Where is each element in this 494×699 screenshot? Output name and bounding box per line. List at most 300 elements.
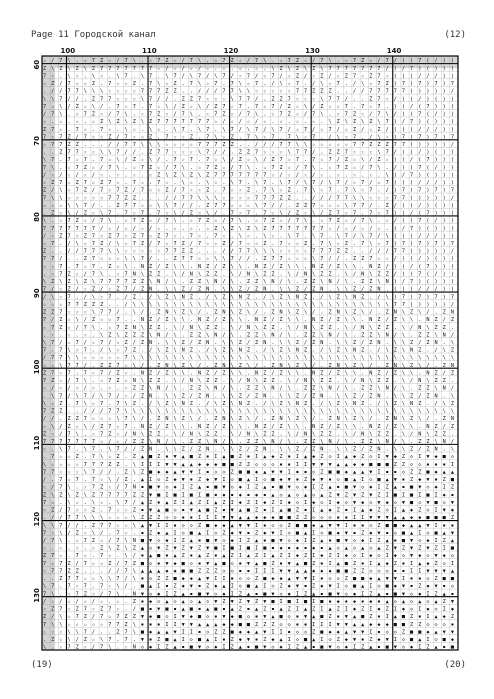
svg-text:☆: ☆: [100, 477, 103, 483]
svg-text:/: /: [231, 165, 234, 171]
svg-text:▪: ▪: [353, 523, 356, 529]
svg-text:Z: Z: [337, 150, 340, 156]
svg-text:\: \: [116, 73, 119, 79]
svg-text:Z: Z: [255, 439, 258, 445]
svg-text:\: \: [165, 393, 168, 399]
svg-text:): ): [435, 211, 438, 217]
svg-text:Z: Z: [451, 515, 454, 521]
svg-text:\: \: [247, 363, 250, 369]
svg-text:☆: ☆: [149, 218, 152, 224]
svg-text:▲: ▲: [255, 538, 259, 544]
svg-text:7: 7: [100, 584, 103, 590]
svg-text:I: I: [182, 500, 185, 506]
svg-text:▪: ▪: [271, 607, 274, 613]
svg-text:☆: ☆: [386, 218, 389, 224]
svg-text:): ): [435, 119, 438, 125]
svg-text:N: N: [206, 393, 209, 399]
svg-text:▼: ▼: [353, 629, 357, 635]
svg-text:▲: ▲: [353, 622, 357, 628]
svg-text:.: .: [239, 439, 242, 445]
svg-text:Z: Z: [51, 310, 54, 316]
svg-text:Z: Z: [190, 279, 193, 285]
svg-text:▼: ▼: [214, 477, 218, 483]
svg-text:7: 7: [451, 241, 454, 247]
svg-text:Z: Z: [435, 317, 438, 323]
svg-text:\: \: [328, 294, 331, 300]
svg-text:Z: Z: [125, 469, 128, 475]
svg-text:7: 7: [51, 469, 54, 475]
svg-text:\: \: [173, 439, 176, 445]
svg-text:☆: ☆: [320, 172, 323, 178]
svg-text:Z: Z: [271, 622, 274, 628]
svg-text:☆: ☆: [239, 203, 242, 209]
svg-text:▲: ▲: [198, 508, 202, 514]
svg-text:7: 7: [369, 211, 372, 217]
svg-text:◆: ◆: [157, 469, 161, 475]
svg-text:7: 7: [133, 142, 136, 148]
svg-text:/: /: [116, 58, 119, 64]
svg-text:.: .: [173, 180, 176, 186]
svg-text:☆: ☆: [304, 249, 307, 255]
svg-text:\: \: [328, 58, 331, 64]
svg-text:7: 7: [92, 58, 95, 64]
svg-text:7: 7: [435, 134, 438, 140]
svg-text:Z: Z: [149, 431, 152, 437]
svg-text:◇: ◇: [296, 485, 300, 491]
svg-text:▼: ▼: [402, 584, 406, 590]
svg-text:◆: ◆: [328, 629, 332, 635]
svg-text:/: /: [141, 310, 144, 316]
svg-text:\: \: [410, 317, 413, 323]
svg-text:Z: Z: [222, 241, 225, 247]
svg-text:☆: ☆: [116, 523, 119, 529]
svg-text:▲: ▲: [353, 469, 357, 475]
svg-text:■: ■: [271, 477, 275, 483]
svg-text:\: \: [116, 591, 119, 597]
svg-text:☆: ☆: [328, 203, 331, 209]
svg-text:7: 7: [67, 363, 70, 369]
svg-text:/: /: [125, 302, 128, 308]
svg-text:Z: Z: [255, 530, 258, 536]
svg-text:Z: Z: [320, 469, 323, 475]
svg-text:7: 7: [206, 165, 209, 171]
svg-text:◆: ◆: [337, 599, 341, 605]
svg-text:.: .: [271, 287, 274, 293]
svg-text:◆: ◆: [402, 523, 406, 529]
svg-text:☆: ☆: [43, 241, 46, 247]
svg-text:▼: ▼: [426, 500, 430, 506]
svg-text:): ): [394, 66, 397, 72]
svg-text:☆: ☆: [312, 73, 315, 79]
svg-text:☆: ☆: [239, 73, 242, 79]
svg-text:▲: ▲: [149, 584, 153, 590]
svg-text:☆: ☆: [51, 332, 54, 338]
svg-text:Z: Z: [386, 485, 389, 491]
svg-text:Z: Z: [92, 508, 95, 514]
svg-text:▼: ▼: [337, 523, 341, 529]
svg-text:Z: Z: [386, 271, 389, 277]
svg-text:Z: Z: [328, 89, 331, 95]
svg-text:☆: ☆: [51, 363, 54, 369]
svg-text:Z: Z: [222, 500, 225, 506]
svg-text:I: I: [312, 599, 315, 605]
svg-text:◆: ◆: [353, 599, 357, 605]
svg-text:7: 7: [369, 66, 372, 72]
svg-text:/: /: [165, 386, 168, 392]
svg-text:Z: Z: [451, 485, 454, 491]
svg-text:7: 7: [108, 492, 111, 498]
svg-text:Z: Z: [190, 439, 193, 445]
svg-text:▲: ▲: [263, 454, 267, 460]
svg-text:7: 7: [361, 218, 364, 224]
svg-text:Z: Z: [165, 348, 168, 354]
svg-text:N: N: [247, 271, 250, 277]
svg-text:7: 7: [280, 241, 283, 247]
svg-text:): ): [443, 218, 446, 224]
svg-text:\: \: [435, 332, 438, 338]
svg-text:▼: ▼: [141, 637, 145, 643]
svg-text:☆: ☆: [125, 530, 128, 536]
svg-text:\: \: [386, 233, 389, 239]
svg-text:7: 7: [92, 241, 95, 247]
svg-text:Z: Z: [59, 492, 62, 498]
svg-text:.: .: [141, 104, 144, 110]
svg-text:\: \: [133, 462, 136, 468]
svg-text:7: 7: [43, 561, 46, 567]
svg-text:7: 7: [149, 104, 152, 110]
svg-text:Z: Z: [304, 386, 307, 392]
svg-text:■: ■: [239, 469, 243, 475]
svg-text:N: N: [247, 431, 250, 437]
svg-text:▪: ▪: [402, 485, 405, 491]
svg-text:I: I: [263, 553, 266, 559]
svg-text:Z: Z: [296, 58, 299, 64]
svg-text:\: \: [402, 355, 405, 361]
svg-text:/: /: [43, 233, 46, 239]
svg-text:☆: ☆: [125, 645, 128, 651]
svg-text:Z: Z: [133, 332, 136, 338]
svg-text:/: /: [426, 363, 429, 369]
svg-text:(: (: [410, 180, 413, 186]
svg-text:☆: ☆: [76, 424, 79, 430]
svg-text:▲: ▲: [451, 469, 455, 475]
svg-text:Z: Z: [353, 568, 356, 574]
svg-text:☆: ☆: [108, 157, 111, 163]
svg-text:Z: Z: [271, 310, 274, 316]
svg-text:☆: ☆: [76, 81, 79, 87]
svg-text:\: \: [337, 302, 340, 308]
svg-text:.: .: [59, 165, 62, 171]
svg-text:Z: Z: [304, 332, 307, 338]
svg-text:▲: ▲: [304, 530, 308, 536]
svg-text:7: 7: [100, 523, 103, 529]
svg-text:\: \: [320, 81, 323, 87]
svg-text:.: .: [92, 157, 95, 163]
svg-text:■: ■: [222, 462, 226, 468]
svg-text:\: \: [271, 302, 274, 308]
svg-text:.: .: [84, 523, 87, 529]
svg-text:I: I: [288, 553, 291, 559]
svg-text:.: .: [304, 195, 307, 201]
svg-text:▲: ▲: [328, 607, 332, 613]
svg-text:\: \: [320, 302, 323, 308]
svg-text:▲: ▲: [361, 622, 365, 628]
svg-text:☆: ☆: [67, 325, 70, 331]
svg-text:\: \: [108, 447, 111, 453]
svg-text:7: 7: [59, 226, 62, 232]
svg-text:/: /: [76, 637, 79, 643]
svg-text:Z: Z: [435, 424, 438, 430]
svg-text:): ): [394, 211, 397, 217]
svg-text:Z: Z: [157, 454, 160, 460]
svg-text:☆: ☆: [59, 469, 62, 475]
svg-text:◆: ◆: [328, 568, 332, 574]
svg-text:I: I: [426, 637, 429, 643]
svg-text:.: .: [133, 530, 136, 536]
svg-text:▪: ▪: [165, 584, 168, 590]
svg-text:\: \: [361, 233, 364, 239]
svg-text:■: ■: [149, 454, 153, 460]
svg-text:/: /: [51, 416, 54, 422]
svg-text:▼: ▼: [247, 523, 251, 529]
svg-text:☆: ☆: [59, 546, 62, 552]
svg-text:☆: ☆: [271, 112, 274, 118]
svg-text:☆: ☆: [263, 134, 266, 140]
svg-text:N: N: [271, 332, 274, 338]
svg-text:(: (: [402, 127, 405, 133]
svg-text:◇: ◇: [337, 576, 341, 582]
svg-text:(: (: [426, 226, 429, 232]
svg-text:/: /: [59, 508, 62, 514]
svg-text:I: I: [296, 462, 299, 468]
svg-text:▼: ▼: [141, 614, 145, 620]
svg-text:): ): [426, 294, 429, 300]
svg-text:7: 7: [190, 195, 193, 201]
svg-text:.: .: [59, 249, 62, 255]
svg-text:): ): [443, 66, 446, 72]
svg-text:.: .: [231, 233, 234, 239]
svg-text:7: 7: [198, 119, 201, 125]
svg-text:☆: ☆: [84, 553, 87, 559]
svg-text:Z: Z: [361, 332, 364, 338]
svg-text:7: 7: [353, 66, 356, 72]
svg-text:): ): [443, 150, 446, 156]
svg-text:N: N: [198, 424, 201, 430]
svg-text:.: .: [182, 386, 185, 392]
svg-text:Z: Z: [353, 447, 356, 453]
svg-text:/: /: [312, 150, 315, 156]
svg-text:/: /: [182, 58, 185, 64]
svg-text:.: .: [410, 439, 413, 445]
svg-text:▪: ▪: [451, 622, 454, 628]
svg-text:▼: ▼: [304, 576, 308, 582]
svg-text:\: \: [43, 401, 46, 407]
svg-text:\: \: [345, 325, 348, 331]
svg-text:\: \: [271, 401, 274, 407]
svg-text:☆: ☆: [125, 96, 128, 102]
svg-text:☆: ☆: [198, 211, 201, 217]
svg-text:N: N: [149, 340, 152, 346]
svg-text:.: .: [157, 340, 160, 346]
svg-text:Z: Z: [125, 340, 128, 346]
svg-text:Z: Z: [157, 637, 160, 643]
svg-text:Z: Z: [214, 165, 217, 171]
svg-text:Z: Z: [182, 287, 185, 293]
svg-text:■: ■: [304, 561, 308, 567]
svg-text:.: .: [100, 325, 103, 331]
svg-text:7: 7: [76, 401, 79, 407]
svg-text:): ): [451, 203, 454, 209]
svg-text:/: /: [133, 553, 136, 559]
svg-text:\: \: [43, 279, 46, 285]
svg-text:7: 7: [133, 104, 136, 110]
svg-text:\: \: [320, 409, 323, 415]
svg-text:.: .: [280, 431, 283, 437]
svg-text:\: \: [288, 279, 291, 285]
svg-text:☆: ☆: [296, 96, 299, 102]
svg-text:\: \: [222, 157, 225, 163]
svg-text:7: 7: [435, 241, 438, 247]
svg-text:☆: ☆: [76, 195, 79, 201]
svg-text:7: 7: [116, 233, 119, 239]
svg-text:▲: ▲: [247, 477, 251, 483]
svg-text:N: N: [133, 378, 136, 384]
svg-text:◆: ◆: [377, 622, 381, 628]
svg-text:Z: Z: [133, 439, 136, 445]
svg-text:): ): [443, 165, 446, 171]
svg-text:☆: ☆: [51, 401, 54, 407]
svg-text:): ): [410, 271, 413, 277]
svg-text:/: /: [239, 127, 242, 133]
svg-text:I: I: [418, 454, 421, 460]
svg-text:.: .: [353, 96, 356, 102]
svg-text:/: /: [247, 287, 250, 293]
svg-text:\: \: [43, 96, 46, 102]
svg-text:☆: ☆: [222, 96, 225, 102]
svg-text:Z: Z: [190, 348, 193, 354]
svg-text:/: /: [312, 172, 315, 178]
svg-text:Z: Z: [141, 287, 144, 293]
svg-text:▪: ▪: [451, 591, 454, 597]
svg-text:☆: ☆: [337, 241, 340, 247]
svg-text:☆: ☆: [43, 607, 46, 613]
svg-text:7: 7: [296, 218, 299, 224]
svg-text:7: 7: [394, 195, 397, 201]
svg-text:Z: Z: [369, 393, 372, 399]
svg-text:▪: ▪: [304, 584, 307, 590]
page-footer-right: (20): [444, 660, 466, 670]
svg-text:Z: Z: [394, 561, 397, 567]
svg-text:/: /: [182, 378, 185, 384]
svg-text:.: .: [239, 142, 242, 148]
svg-text:☆: ☆: [116, 96, 119, 102]
svg-text:/: /: [92, 424, 95, 430]
svg-text:/: /: [312, 363, 315, 369]
svg-text:■: ■: [141, 561, 145, 567]
svg-text:Z: Z: [84, 614, 87, 620]
svg-text:/: /: [386, 66, 389, 72]
svg-text:\: \: [43, 218, 46, 224]
svg-text:/: /: [165, 439, 168, 445]
svg-text:\: \: [328, 409, 331, 415]
svg-text:Z: Z: [182, 340, 185, 346]
svg-text:Z: Z: [386, 607, 389, 613]
svg-text:☆: ☆: [271, 150, 274, 156]
svg-text:▲: ▲: [345, 629, 349, 635]
svg-text:☆: ☆: [320, 142, 323, 148]
svg-text:■: ■: [386, 645, 390, 651]
svg-text:7: 7: [125, 485, 128, 491]
svg-text:◆: ◆: [173, 568, 177, 574]
svg-text:◆: ◆: [418, 515, 422, 521]
svg-text:\: \: [84, 424, 87, 430]
svg-text:7: 7: [280, 157, 283, 163]
svg-text:▪: ▪: [222, 508, 225, 514]
svg-text:◆: ◆: [312, 500, 316, 506]
svg-text:☆: ☆: [353, 165, 356, 171]
svg-text:■: ■: [190, 530, 194, 536]
svg-text:◆: ◆: [328, 508, 332, 514]
svg-text:\: \: [271, 409, 274, 415]
svg-text:◆: ◆: [369, 576, 373, 582]
svg-text:7: 7: [312, 180, 315, 186]
svg-text:☆: ☆: [337, 203, 340, 209]
svg-text:.: .: [435, 416, 438, 422]
svg-text:▼: ▼: [328, 584, 332, 590]
svg-text:7: 7: [67, 645, 70, 651]
svg-text:7: 7: [157, 241, 160, 247]
svg-text:): ): [418, 226, 421, 232]
svg-text:\: \: [190, 73, 193, 79]
svg-text:Z: Z: [149, 134, 152, 140]
svg-text:/: /: [426, 127, 429, 133]
svg-text:I: I: [386, 553, 389, 559]
svg-text:☆: ☆: [84, 195, 87, 201]
svg-text:\: \: [231, 348, 234, 354]
svg-text:■: ■: [149, 469, 153, 475]
svg-text:Z: Z: [149, 271, 152, 277]
svg-text:\: \: [345, 439, 348, 445]
svg-text:.: .: [84, 500, 87, 506]
svg-text:.: .: [255, 165, 258, 171]
svg-text:☆: ☆: [206, 241, 209, 247]
page-header-number: (12): [444, 30, 466, 40]
svg-text:\: \: [231, 271, 234, 277]
svg-text:7: 7: [353, 203, 356, 209]
svg-text:☆: ☆: [133, 249, 136, 255]
svg-text:7: 7: [263, 211, 266, 217]
svg-text:): ): [410, 134, 413, 140]
svg-text:/: /: [271, 203, 274, 209]
svg-text:7: 7: [214, 233, 217, 239]
svg-text:7: 7: [116, 150, 119, 156]
svg-text:7: 7: [288, 142, 291, 148]
svg-text:◇: ◇: [369, 568, 373, 574]
svg-text:.: .: [198, 348, 201, 354]
svg-text:\: \: [377, 332, 380, 338]
svg-text:▲: ▲: [149, 568, 153, 574]
svg-text:Z: Z: [165, 477, 168, 483]
svg-text:\: \: [312, 271, 315, 277]
svg-text:☆: ☆: [345, 134, 348, 140]
svg-text:☆: ☆: [239, 58, 242, 64]
svg-text:☆: ☆: [43, 485, 46, 491]
svg-text:\: \: [214, 409, 217, 415]
svg-text:N: N: [157, 279, 160, 285]
svg-text:Z: Z: [51, 378, 54, 384]
svg-text:(: (: [426, 119, 429, 125]
svg-text:/: /: [149, 256, 152, 262]
